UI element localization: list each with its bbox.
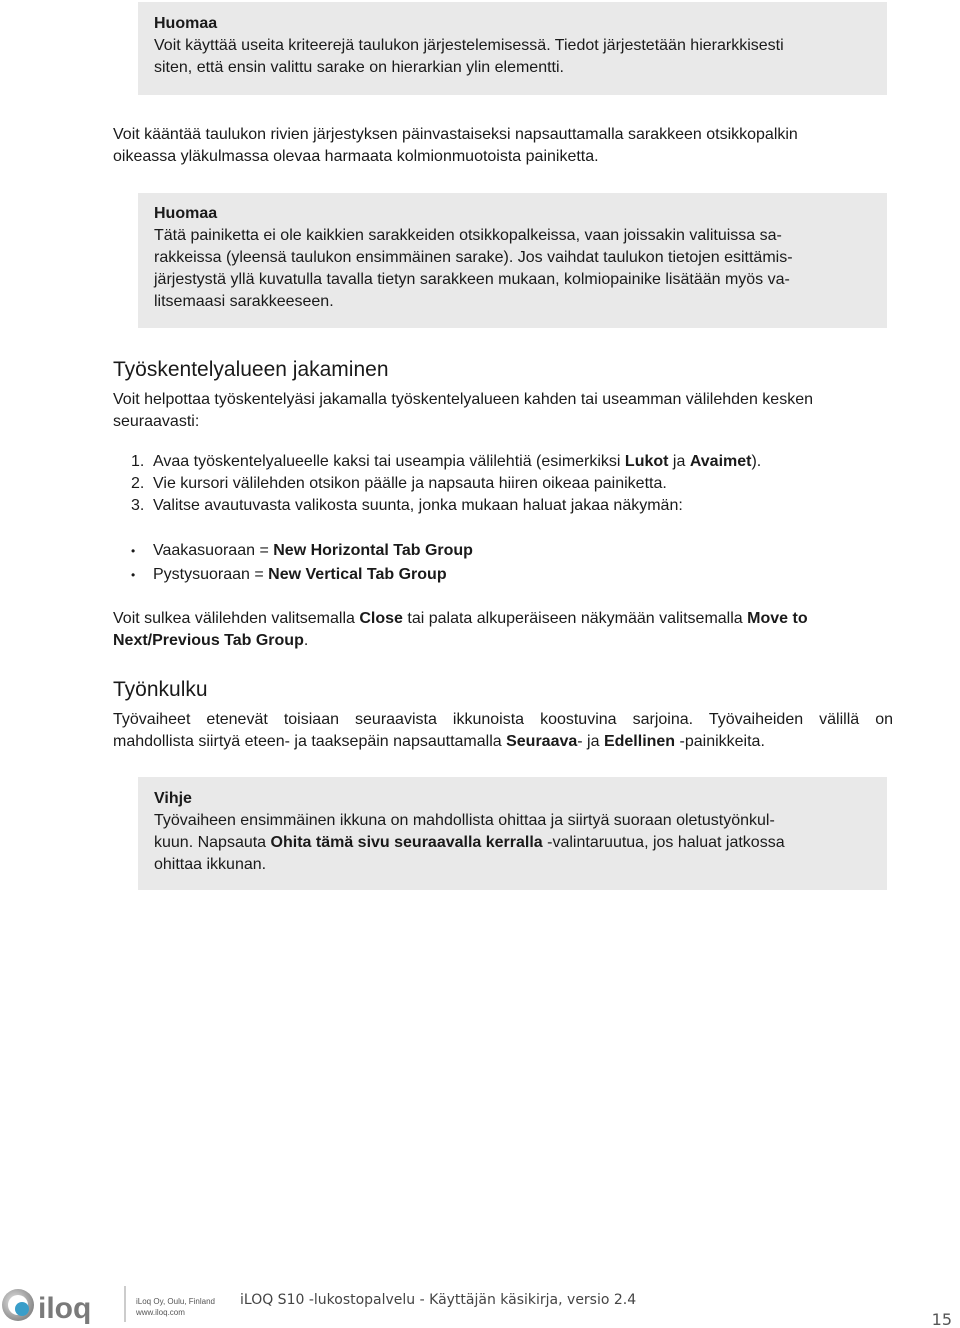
option-text: Pystysuoraan = New Vertical Tab Group [153, 566, 447, 583]
bullet-icon: • [131, 544, 136, 558]
iloq-logo [0, 1278, 220, 1328]
step-text: Avaa työskentelyalueelle kaksi tai useampia välilehtiä (esimerkiksi Lukot ja Avaimet). [153, 453, 762, 470]
bold-term: Next/Previous Tab Group [113, 631, 304, 649]
iloq-logo-graphic [0, 1278, 220, 1328]
bold-term: Lukot [624, 453, 669, 470]
section-heading-split-workspace: Työskentelyalueen jakaminen [113, 358, 389, 381]
list-item [131, 451, 891, 473]
paragraph-line: Next/Previous Tab Group. [113, 631, 309, 649]
paragraph-line: Voit helpottaa työskentelyäsi jakamalla työskentelyalueen kahden tai useamman välilehden kesken [113, 391, 813, 408]
reverse-order-paragraph [113, 124, 893, 167]
paragraph-line: Työvaiheet etenevät toisiaan seuraavista ikkunoista koostuvina sarjoina. Työvaiheiden välillä on [113, 711, 893, 728]
bold-term: Edellinen [603, 732, 676, 750]
note-line: litsemaasi sarakkeeseen. [154, 293, 334, 310]
tip-box [138, 777, 887, 890]
section-heading-workflow: Työnkulku [113, 678, 208, 701]
step-text: Vie kursori välilehden otsikon päälle ja napsauta hiiren oikeaa painiketta. [153, 475, 667, 492]
company-info: iLoq Oy, Oulu, Finland [136, 1297, 216, 1306]
list-item [131, 539, 831, 563]
list-item [131, 495, 891, 517]
workflow-paragraph [113, 709, 893, 752]
bold-term: Seuraava [506, 732, 578, 750]
bullet-icon: • [131, 568, 136, 582]
paragraph-line: oikeassa yläkulmassa olevaa harmaata kolmionmuotoista painiketta. [113, 147, 599, 165]
note-title: Huomaa [154, 15, 218, 32]
step-number: 1. [131, 453, 145, 470]
step-text: Valitse avautuvasta valikosta suunta, jonka mukaan haluat jakaa näkymän: [153, 497, 683, 514]
paragraph-line: Voit kääntää taulukon rivien järjestyksen päinvastaiseksi napsauttamalla sarakkeen otsikkopalkin [113, 126, 798, 143]
step-number: 2. [131, 475, 145, 492]
split-steps-list [131, 451, 891, 517]
tip-line: kuun. Napsauta Ohita tämä sivu seuraavalla kerralla -valintaruutua, jos haluat jatkossa [154, 834, 785, 851]
paragraph-line: seuraavasti: [113, 412, 200, 430]
note-box-sorting [138, 2, 887, 95]
note-line: siten, että ensin valittu sarake on hierarkian ylin elementti. [154, 59, 564, 76]
note-line: rakkeissa (yleensä taulukon ensimmäinen sarake). Jos vaihdat taulukon tietojen esittämis- [154, 249, 793, 266]
note-line: järjestystä yllä kuvatulla tavalla tietyn sarakkeen mukaan, kolmiopainike lisätään myös va- [154, 271, 790, 288]
bold-term: New Vertical Tab Group [268, 566, 447, 583]
bold-term: Move to [747, 610, 808, 627]
split-intro-paragraph [113, 389, 893, 432]
tip-title: Vihje [154, 790, 192, 807]
close-tab-paragraph [113, 608, 893, 651]
bold-term: Close [359, 610, 403, 627]
bold-term: Ohita tämä sivu seuraavalla kerralla [270, 834, 543, 851]
tip-line: ohittaa ikkunan. [154, 856, 267, 873]
page-number: 15 [931, 1310, 952, 1328]
tip-line: Työvaiheen ensimmäinen ikkuna on mahdollista ohittaa ja siirtyä suoraan oletustyönkul- [154, 812, 775, 829]
paragraph-line: Voit sulkea välilehden valitsemalla Close tai palata alkuperäiseen näkymään valitsemalla Move to [113, 610, 808, 627]
footer-document-title: iLOQ S10 -lukostopalvelu - Käyttäjän käsikirja, versio 2.4 [240, 1292, 637, 1308]
note-title: Huomaa [154, 205, 218, 222]
note-box-triangle-button [138, 193, 887, 328]
list-item [131, 473, 891, 495]
bold-term: Avaimet [689, 453, 752, 470]
note-line: Tätä painiketta ei ole kaikkien sarakkeiden otsikkopalkeissa, vaan joissakin valituissa sa- [154, 227, 782, 244]
note-line: Voit käyttää useita kriteerejä taulukon järjestelemisessä. Tiedot järjestetään hierarkkisesti [154, 37, 784, 54]
list-item [131, 563, 831, 587]
logo-wordmark: iloq [38, 1292, 92, 1325]
company-website: www.iloq.com [136, 1308, 185, 1317]
step-number: 3. [131, 497, 145, 514]
bold-term: New Horizontal Tab Group [273, 542, 473, 559]
option-text: Vaakasuoraan = New Horizontal Tab Group [153, 542, 473, 559]
paragraph-line: mahdollista siirtyä eteen- ja taaksepäin napsauttamalla Seuraava- ja Edellinen -painikkeita. [113, 732, 765, 750]
split-options-list [131, 539, 831, 587]
